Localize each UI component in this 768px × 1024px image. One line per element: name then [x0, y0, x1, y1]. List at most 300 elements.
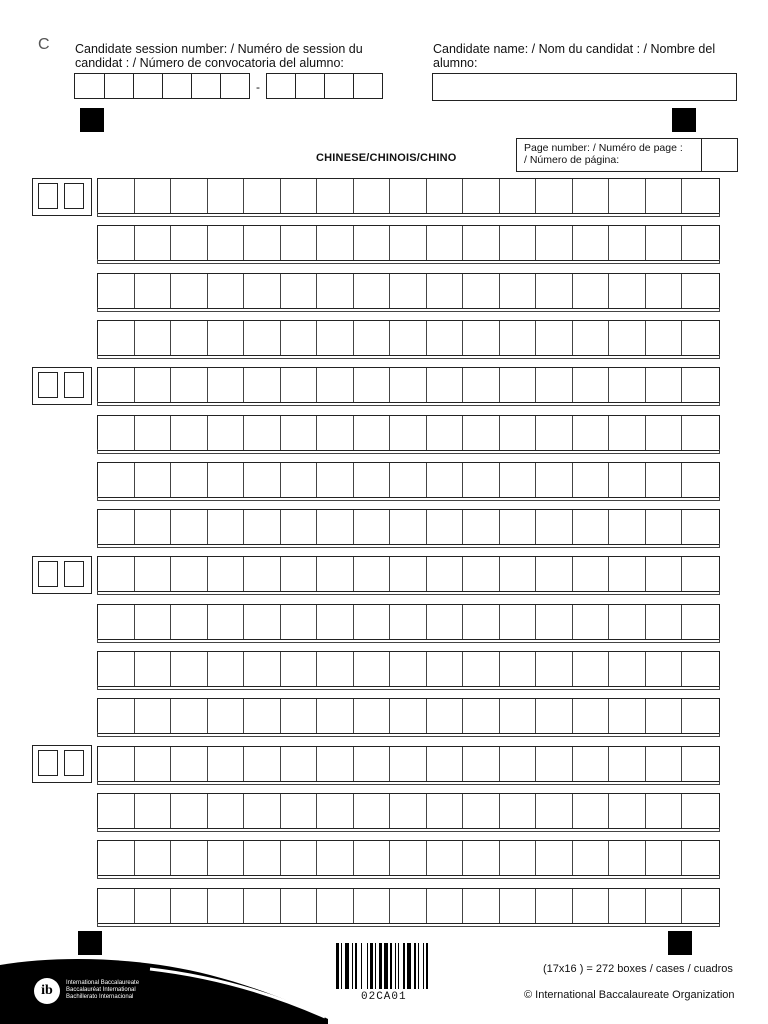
character-box[interactable]	[500, 652, 537, 686]
character-box[interactable]	[171, 416, 208, 450]
character-box[interactable]	[646, 226, 683, 260]
character-box[interactable]	[573, 889, 610, 923]
session-digit-box[interactable]	[353, 73, 383, 99]
character-box[interactable]	[573, 652, 610, 686]
character-box[interactable]	[281, 463, 318, 497]
character-box[interactable]	[536, 605, 573, 639]
character-box[interactable]	[500, 463, 537, 497]
character-box[interactable]	[463, 889, 500, 923]
character-box[interactable]	[682, 226, 719, 260]
character-box[interactable]	[573, 747, 610, 781]
row-separator	[97, 543, 720, 548]
grid-row	[97, 462, 720, 500]
character-box[interactable]	[500, 226, 537, 260]
character-box[interactable]	[135, 699, 172, 733]
paragraph-marker	[32, 745, 92, 783]
character-box[interactable]	[244, 794, 281, 828]
character-box[interactable]	[281, 416, 318, 450]
character-box[interactable]	[135, 605, 172, 639]
character-box[interactable]	[463, 179, 500, 213]
character-box[interactable]	[98, 747, 135, 781]
character-box[interactable]	[281, 889, 318, 923]
character-box[interactable]	[500, 416, 537, 450]
character-box[interactable]	[171, 179, 208, 213]
character-box[interactable]	[682, 841, 719, 875]
character-box[interactable]	[354, 841, 391, 875]
character-box[interactable]	[463, 510, 500, 544]
character-box[interactable]	[609, 274, 646, 308]
character-box[interactable]	[135, 841, 172, 875]
character-box[interactable]	[390, 747, 427, 781]
grid-row-cells	[97, 320, 720, 356]
character-box[interactable]	[609, 699, 646, 733]
character-box[interactable]	[646, 747, 683, 781]
character-box[interactable]	[98, 652, 135, 686]
character-box[interactable]	[463, 841, 500, 875]
character-box[interactable]	[390, 605, 427, 639]
character-box[interactable]	[98, 605, 135, 639]
character-box[interactable]	[646, 274, 683, 308]
character-box[interactable]	[500, 557, 537, 591]
character-box[interactable]	[463, 747, 500, 781]
character-box[interactable]	[98, 510, 135, 544]
character-box[interactable]	[646, 841, 683, 875]
character-box[interactable]	[463, 557, 500, 591]
character-box[interactable]	[682, 605, 719, 639]
character-box[interactable]	[536, 747, 573, 781]
character-box[interactable]	[536, 321, 573, 355]
character-box[interactable]	[682, 274, 719, 308]
character-box[interactable]	[208, 510, 245, 544]
character-box[interactable]	[390, 889, 427, 923]
character-box[interactable]	[646, 605, 683, 639]
character-box[interactable]	[98, 226, 135, 260]
character-box[interactable]	[646, 463, 683, 497]
character-box[interactable]	[317, 321, 354, 355]
scan-mark: C	[38, 36, 50, 53]
character-box[interactable]	[244, 605, 281, 639]
character-box[interactable]	[98, 321, 135, 355]
character-box[interactable]	[427, 605, 464, 639]
character-box[interactable]	[171, 652, 208, 686]
character-box[interactable]	[281, 605, 318, 639]
character-box[interactable]	[98, 794, 135, 828]
character-box[interactable]	[609, 794, 646, 828]
character-box[interactable]	[354, 699, 391, 733]
character-box[interactable]	[536, 368, 573, 402]
candidate-name-field[interactable]	[432, 73, 737, 101]
character-box[interactable]	[573, 226, 610, 260]
character-box[interactable]	[135, 794, 172, 828]
character-box[interactable]	[390, 463, 427, 497]
character-box[interactable]	[281, 747, 318, 781]
character-box[interactable]	[573, 794, 610, 828]
character-box[interactable]	[208, 841, 245, 875]
character-box[interactable]	[427, 510, 464, 544]
character-box[interactable]	[281, 226, 318, 260]
character-box[interactable]	[135, 652, 172, 686]
character-box[interactable]	[354, 889, 391, 923]
character-box[interactable]	[354, 226, 391, 260]
character-box[interactable]	[536, 416, 573, 450]
character-box[interactable]	[390, 794, 427, 828]
character-box[interactable]	[646, 557, 683, 591]
character-box[interactable]	[646, 416, 683, 450]
character-box[interactable]	[281, 321, 318, 355]
character-box[interactable]	[317, 605, 354, 639]
character-box[interactable]	[427, 368, 464, 402]
character-box[interactable]	[171, 226, 208, 260]
character-box[interactable]	[171, 605, 208, 639]
character-box[interactable]	[281, 368, 318, 402]
character-box[interactable]	[463, 416, 500, 450]
character-box[interactable]	[317, 794, 354, 828]
character-box[interactable]	[573, 605, 610, 639]
session-digit-box[interactable]	[220, 73, 250, 99]
character-box[interactable]	[98, 368, 135, 402]
character-box[interactable]	[646, 652, 683, 686]
character-box[interactable]	[390, 321, 427, 355]
character-box[interactable]	[463, 652, 500, 686]
registration-mark-top-left	[80, 108, 104, 132]
character-box[interactable]	[390, 557, 427, 591]
character-box[interactable]	[98, 416, 135, 450]
session-digit-box[interactable]	[104, 73, 134, 99]
character-box[interactable]	[427, 889, 464, 923]
character-box[interactable]	[390, 699, 427, 733]
character-box[interactable]	[500, 179, 537, 213]
character-box[interactable]	[573, 179, 610, 213]
character-box[interactable]	[208, 321, 245, 355]
character-box[interactable]	[354, 605, 391, 639]
character-box[interactable]	[427, 794, 464, 828]
character-box[interactable]	[244, 889, 281, 923]
character-box[interactable]	[171, 841, 208, 875]
character-box[interactable]	[682, 889, 719, 923]
character-box[interactable]	[244, 699, 281, 733]
character-box[interactable]	[500, 794, 537, 828]
character-box[interactable]	[609, 226, 646, 260]
character-box[interactable]	[244, 321, 281, 355]
character-box[interactable]	[463, 699, 500, 733]
character-box[interactable]	[427, 557, 464, 591]
character-box[interactable]	[208, 274, 245, 308]
grid-row-cells	[97, 888, 720, 924]
character-box[interactable]	[354, 463, 391, 497]
session-digit-box[interactable]	[295, 73, 325, 99]
character-box[interactable]	[609, 747, 646, 781]
session-digit-box[interactable]	[324, 73, 354, 99]
barcode-bar	[398, 943, 399, 989]
barcode-bar	[355, 943, 358, 989]
character-box[interactable]	[427, 179, 464, 213]
character-box[interactable]	[354, 368, 391, 402]
character-box[interactable]	[536, 699, 573, 733]
character-box[interactable]	[463, 463, 500, 497]
character-box[interactable]	[463, 368, 500, 402]
character-box[interactable]	[317, 416, 354, 450]
character-box[interactable]	[171, 321, 208, 355]
character-box[interactable]	[682, 416, 719, 450]
character-box[interactable]	[500, 747, 537, 781]
character-box[interactable]	[427, 226, 464, 260]
character-box[interactable]	[317, 747, 354, 781]
character-box[interactable]	[646, 699, 683, 733]
character-box[interactable]	[390, 841, 427, 875]
character-box[interactable]	[208, 557, 245, 591]
character-box[interactable]	[609, 510, 646, 544]
character-box[interactable]	[171, 699, 208, 733]
character-box[interactable]	[317, 179, 354, 213]
character-box[interactable]	[573, 841, 610, 875]
character-box[interactable]	[135, 463, 172, 497]
barcode-bar	[407, 943, 411, 989]
grid-row	[97, 793, 720, 831]
character-box[interactable]	[244, 557, 281, 591]
character-box[interactable]	[208, 699, 245, 733]
character-box[interactable]	[536, 652, 573, 686]
character-box[interactable]	[609, 463, 646, 497]
character-box[interactable]	[171, 274, 208, 308]
character-box[interactable]	[317, 274, 354, 308]
character-box[interactable]	[208, 368, 245, 402]
character-box[interactable]	[135, 889, 172, 923]
character-box[interactable]	[135, 226, 172, 260]
character-box[interactable]	[427, 699, 464, 733]
character-box[interactable]	[98, 179, 135, 213]
character-box[interactable]	[573, 368, 610, 402]
character-box[interactable]	[317, 889, 354, 923]
character-box[interactable]	[573, 557, 610, 591]
character-box[interactable]	[500, 274, 537, 308]
session-digit-box[interactable]	[191, 73, 221, 99]
character-box[interactable]	[208, 179, 245, 213]
character-box[interactable]	[317, 841, 354, 875]
character-box[interactable]	[171, 463, 208, 497]
session-digit-box[interactable]	[266, 73, 296, 99]
character-box[interactable]	[500, 368, 537, 402]
character-box[interactable]	[281, 510, 318, 544]
character-box[interactable]	[98, 557, 135, 591]
character-box[interactable]	[500, 841, 537, 875]
character-box[interactable]	[463, 274, 500, 308]
character-box[interactable]	[354, 794, 391, 828]
page-number-field[interactable]	[701, 138, 739, 172]
character-box[interactable]	[500, 321, 537, 355]
character-box[interactable]	[609, 841, 646, 875]
character-box[interactable]	[135, 747, 172, 781]
character-box[interactable]	[208, 463, 245, 497]
character-box[interactable]	[390, 416, 427, 450]
character-box[interactable]	[427, 274, 464, 308]
character-box[interactable]	[171, 368, 208, 402]
character-box[interactable]	[646, 794, 683, 828]
character-box[interactable]	[609, 605, 646, 639]
character-box[interactable]	[573, 510, 610, 544]
character-box[interactable]	[244, 841, 281, 875]
session-digit-box[interactable]	[133, 73, 163, 99]
character-box[interactable]	[208, 794, 245, 828]
character-box[interactable]	[354, 747, 391, 781]
character-box[interactable]	[536, 889, 573, 923]
character-box[interactable]	[682, 699, 719, 733]
character-box[interactable]	[98, 841, 135, 875]
character-box[interactable]	[354, 274, 391, 308]
character-box[interactable]	[135, 321, 172, 355]
character-box[interactable]	[208, 416, 245, 450]
character-box[interactable]	[682, 368, 719, 402]
character-box[interactable]	[98, 274, 135, 308]
character-box[interactable]	[281, 274, 318, 308]
character-box[interactable]	[317, 652, 354, 686]
character-box[interactable]	[682, 321, 719, 355]
character-box[interactable]	[244, 368, 281, 402]
character-box[interactable]	[536, 841, 573, 875]
character-box[interactable]	[244, 510, 281, 544]
character-box[interactable]	[682, 557, 719, 591]
character-box[interactable]	[427, 841, 464, 875]
character-box[interactable]	[281, 557, 318, 591]
character-box[interactable]	[208, 226, 245, 260]
character-box[interactable]	[135, 179, 172, 213]
character-box[interactable]	[244, 179, 281, 213]
character-box[interactable]	[390, 179, 427, 213]
character-box[interactable]	[682, 179, 719, 213]
character-box[interactable]	[646, 510, 683, 544]
character-box[interactable]	[135, 557, 172, 591]
character-box[interactable]	[317, 226, 354, 260]
character-box[interactable]	[171, 510, 208, 544]
character-box[interactable]	[208, 889, 245, 923]
character-box[interactable]	[354, 652, 391, 686]
character-box[interactable]	[354, 179, 391, 213]
character-box[interactable]	[244, 416, 281, 450]
character-box[interactable]	[244, 652, 281, 686]
character-box[interactable]	[390, 652, 427, 686]
character-box[interactable]	[500, 889, 537, 923]
character-box[interactable]	[354, 510, 391, 544]
character-box[interactable]	[208, 652, 245, 686]
session-digit-box[interactable]	[74, 73, 105, 99]
character-box[interactable]	[500, 605, 537, 639]
character-box[interactable]	[171, 794, 208, 828]
character-box[interactable]	[135, 510, 172, 544]
character-box[interactable]	[171, 889, 208, 923]
character-box[interactable]	[536, 274, 573, 308]
character-box[interactable]	[427, 652, 464, 686]
character-box[interactable]	[646, 368, 683, 402]
character-box[interactable]	[646, 321, 683, 355]
grid-row	[97, 604, 720, 642]
character-box[interactable]	[135, 368, 172, 402]
character-box[interactable]	[536, 463, 573, 497]
character-box[interactable]	[244, 463, 281, 497]
character-box[interactable]	[646, 179, 683, 213]
character-box[interactable]	[281, 652, 318, 686]
character-box[interactable]	[135, 274, 172, 308]
session-digit-box[interactable]	[162, 73, 192, 99]
character-box[interactable]	[317, 463, 354, 497]
barcode-bar	[426, 943, 429, 989]
character-box[interactable]	[171, 747, 208, 781]
character-box[interactable]	[463, 605, 500, 639]
character-box[interactable]	[682, 463, 719, 497]
character-box[interactable]	[682, 747, 719, 781]
character-box[interactable]	[244, 747, 281, 781]
character-box[interactable]	[390, 226, 427, 260]
character-box[interactable]	[609, 557, 646, 591]
character-box[interactable]	[573, 416, 610, 450]
character-box[interactable]	[427, 416, 464, 450]
character-box[interactable]	[135, 416, 172, 450]
character-box[interactable]	[354, 321, 391, 355]
character-box[interactable]	[536, 226, 573, 260]
character-box[interactable]	[536, 557, 573, 591]
character-box[interactable]	[682, 652, 719, 686]
character-box[interactable]	[609, 321, 646, 355]
character-box[interactable]	[609, 889, 646, 923]
character-box[interactable]	[573, 274, 610, 308]
character-box[interactable]	[390, 368, 427, 402]
character-box[interactable]	[98, 889, 135, 923]
character-box[interactable]	[609, 416, 646, 450]
character-box[interactable]	[500, 510, 537, 544]
character-box[interactable]	[463, 321, 500, 355]
character-box[interactable]	[354, 557, 391, 591]
character-box[interactable]	[98, 463, 135, 497]
character-box[interactable]	[646, 889, 683, 923]
character-box[interactable]	[427, 321, 464, 355]
character-box[interactable]	[536, 794, 573, 828]
character-box[interactable]	[573, 699, 610, 733]
character-box[interactable]	[536, 179, 573, 213]
character-box[interactable]	[317, 699, 354, 733]
character-box[interactable]	[463, 226, 500, 260]
character-box[interactable]	[609, 179, 646, 213]
character-box[interactable]	[390, 510, 427, 544]
character-box[interactable]	[427, 747, 464, 781]
character-box[interactable]	[500, 699, 537, 733]
row-separator	[97, 401, 720, 406]
character-box[interactable]	[463, 794, 500, 828]
character-box[interactable]	[427, 463, 464, 497]
barcode-bar	[345, 943, 349, 989]
character-box[interactable]	[609, 368, 646, 402]
character-box[interactable]	[244, 274, 281, 308]
character-box[interactable]	[536, 510, 573, 544]
character-box[interactable]	[573, 463, 610, 497]
character-box[interactable]	[317, 557, 354, 591]
character-box[interactable]	[682, 794, 719, 828]
character-box[interactable]	[354, 416, 391, 450]
character-box[interactable]	[317, 510, 354, 544]
character-box[interactable]	[682, 510, 719, 544]
character-box[interactable]	[281, 841, 318, 875]
character-box[interactable]	[317, 368, 354, 402]
character-box[interactable]	[281, 699, 318, 733]
character-box[interactable]	[244, 226, 281, 260]
character-box[interactable]	[208, 605, 245, 639]
character-box[interactable]	[573, 321, 610, 355]
character-box[interactable]	[98, 699, 135, 733]
character-box[interactable]	[390, 274, 427, 308]
character-box[interactable]	[171, 557, 208, 591]
character-box[interactable]	[208, 747, 245, 781]
character-box[interactable]	[609, 652, 646, 686]
grid-row-cells	[97, 415, 720, 451]
character-box[interactable]	[281, 794, 318, 828]
character-box[interactable]	[281, 179, 318, 213]
